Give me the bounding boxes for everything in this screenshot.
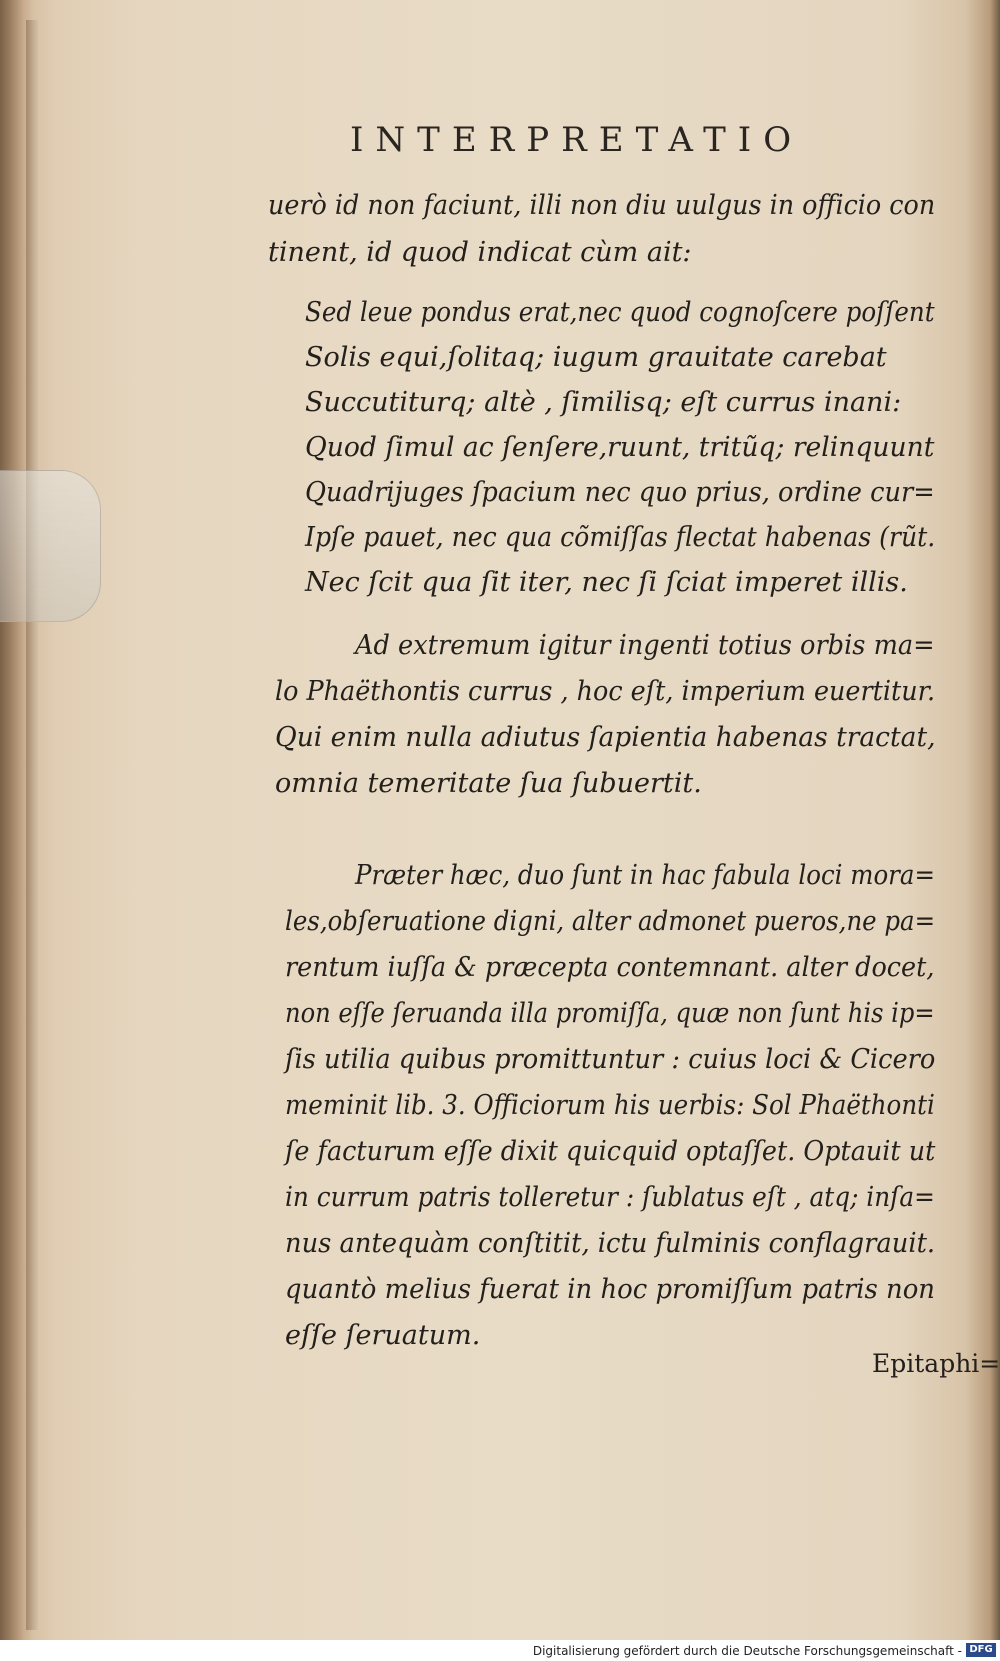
verse-line: Sed leue pondus erat,nec quod cognoſcere poſſent [305,297,935,328]
text-line: lo Phaëthontis currus , hoc eſt, imperium euertitur. [275,676,936,707]
text-line: ſis utilia quibus promittuntur : cuius loci & Cicero [285,1044,936,1075]
text-line: in currum patris tolleretur : ſublatus eſt , atq; inſa= [285,1182,935,1213]
text-line: quantò melius fuerat in hoc promiſſum patris non [285,1274,935,1305]
text-line: ſe facturum eſſe dixit quicquid optaſſet. Optauit ut [285,1136,936,1167]
page-edge [26,20,40,1630]
dfg-logo-icon: DFG [966,1643,996,1657]
verse-line: Nec ſcit qua ſit iter, nec ſi ſciat imperet illis. [305,567,908,598]
text-line: omnia temeritate ſua ſubuertit. [275,768,702,799]
text-line: les,obſeruatione digni, alter admonet pueros,ne pa= [285,906,936,937]
verse-line: Ipſe pauet, nec qua cõmiſſas flectat habenas (rũt. [305,522,936,553]
text-line: nus antequàm conſtitit, ictu fulminis conflagrauit. [285,1228,936,1259]
verse-line: Quod ſimul ac ſenſere,ruunt, tritũq; relinquunt [305,432,935,463]
text-line: meminit lib. 3. Officiorum his uerbis: Sol Phaëthonti [285,1090,935,1121]
text-line: Ad extremum igitur ingenti totius orbis ma= [355,630,935,661]
text-line: rentum iuſſa & præcepta contemnant. alter docet, [285,952,935,983]
verse-line: Succutiturq; altè , ſimilisq; eſt currus inani: [305,387,902,418]
text-line: Qui enim nulla adiutus ſapientia habenas tractat, [275,722,936,753]
text-line: tinent, id quod indicat cùm ait: [268,237,692,268]
clip-tab [0,470,101,622]
catchword: Epitaphi= [872,1349,1000,1378]
verse-line: Quadrijuges ſpacium nec quo prius, ordine cur= [305,477,935,508]
text-line: Præter hæc, duo ſunt in hac fabula loci mora= [355,860,935,891]
text-line: non eſſe ſeruanda illa promiſſa, quæ non ſunt his ip= [285,998,935,1029]
verse-line: Solis equi,ſolitaq; iugum grauitate carebat [305,342,887,373]
text-line: uerò id non faciunt, illi non diu uulgus in officio con [268,190,936,221]
text-line: eſſe ſeruatum. [285,1320,481,1351]
footer-credit: Digitalisierung gefördert durch die Deutsche Forschungsgemeinschaft - [532,1644,962,1658]
running-header: INTERPRETATIO [350,120,804,160]
